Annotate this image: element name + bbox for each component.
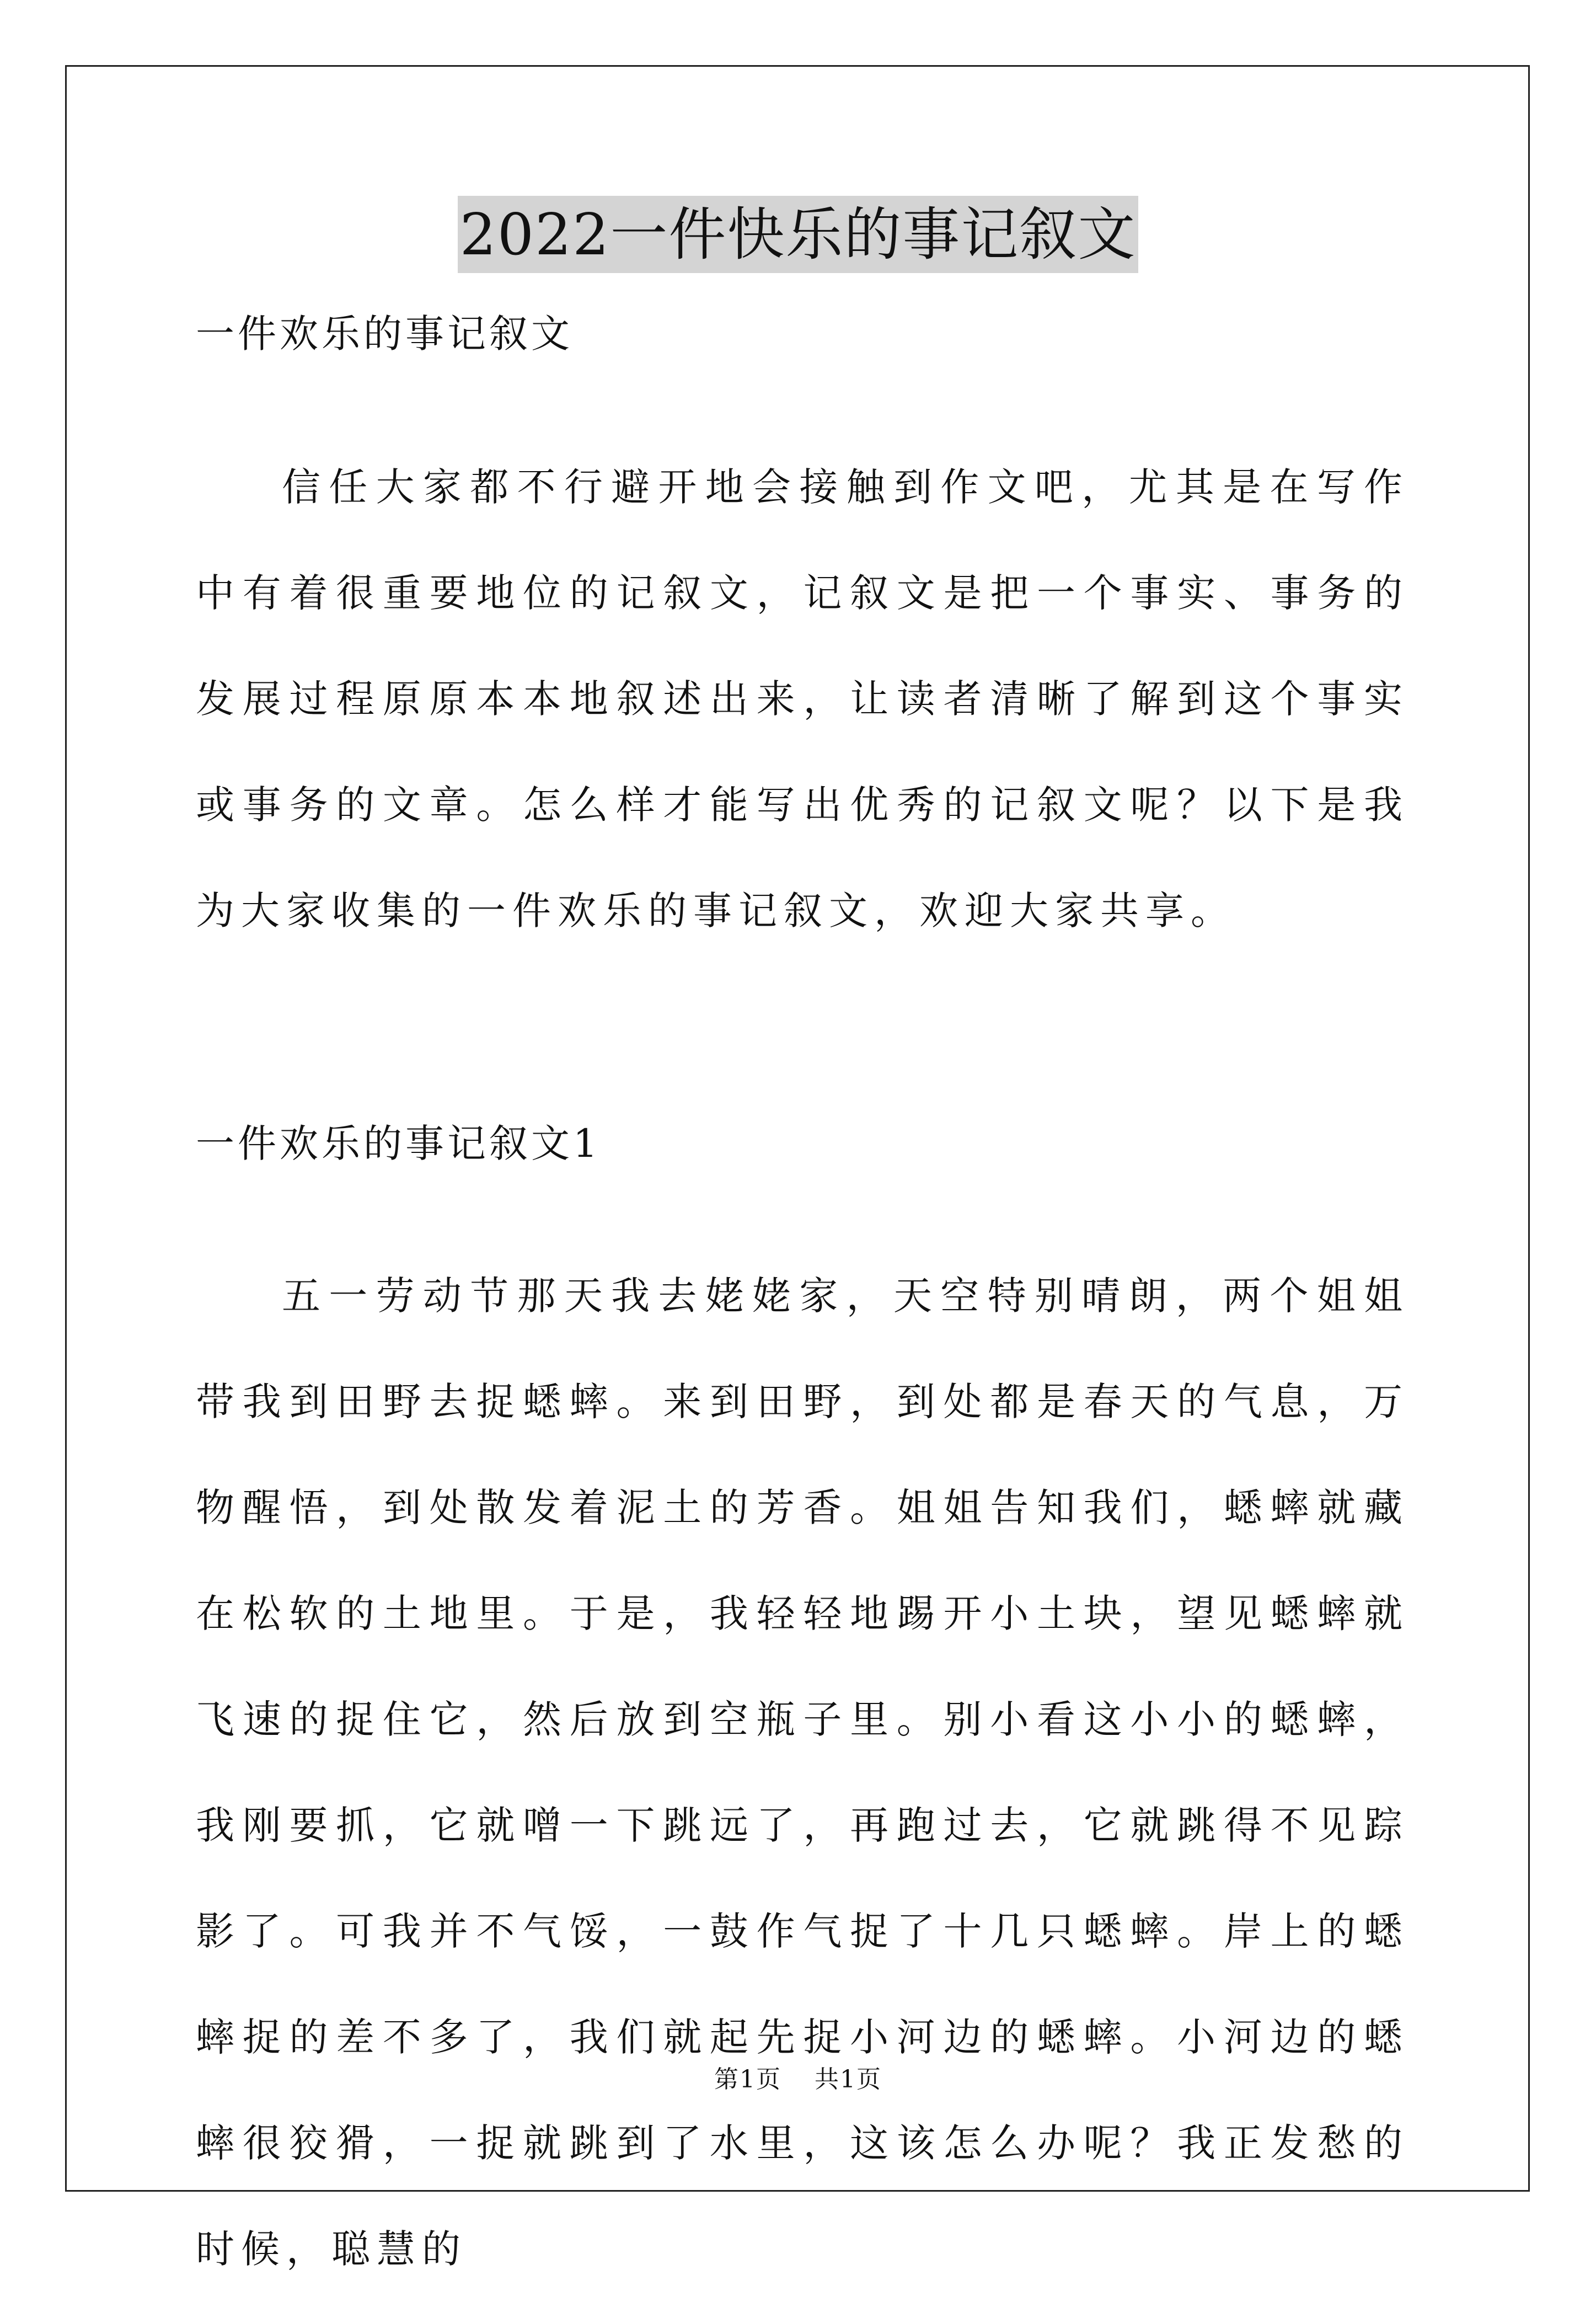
spacer [196, 361, 1409, 434]
page-footer [0, 2063, 1596, 2096]
spacer [196, 1171, 1409, 1243]
spacer [196, 964, 1409, 1116]
section-heading: 一件欢乐的事记叙文1 [196, 1121, 601, 1166]
title-container [0, 196, 1596, 273]
section-paragraph: 五一劳动节那天我去姥姥家，天空特别晴朗，两个姐姐带我到田野去捉蟋蟀。来到田野，到处都是春天的气息，万物醒悟，到处散发着泥土的芳香。姐姐告知我们，蟋蟀就藏在松软的土地里。于是，我轻轻地踢开小土块，望见蟋蟀就飞速的捉住它，然后放到空瓶子里。别小看这小小的蟋蟀，我刚要抓，它就噌一下跳远了，再跑过去，它就跳得不见踪影了。可我并不气馁，一鼓作气捉了十几只蟋蟀。岸上的蟋蟀捉的差不多了，我们就起先捉小河边的蟋蟀。小河边的蟋蟀很狡猾，一捉就跳到了水里，这该怎么办呢？我正发愁的时候，聪慧的 [196, 1273, 1409, 2272]
page-number-total: 共1页 [815, 2065, 882, 2093]
section-heading: 一件欢乐的事记叙文 [196, 311, 573, 356]
section-paragraph: 信任大家都不行避开地会接触到作文吧，尤其是在写作中有着很重要地位的记叙文，记叙文是把一个事实、事务的发展过程原原本本地叙述出来，让读者清晰了解到这个事实或事务的文章。怎么样才能写出优秀的记叙文呢？以下是我为大家收集的一件欢乐的事记叙文，欢迎大家共享。 [196, 464, 1409, 933]
document-title: 2022一件快乐的事记叙文 [458, 196, 1139, 273]
page-number-current: 第1页 [714, 2065, 781, 2093]
document-body [196, 306, 1409, 2302]
